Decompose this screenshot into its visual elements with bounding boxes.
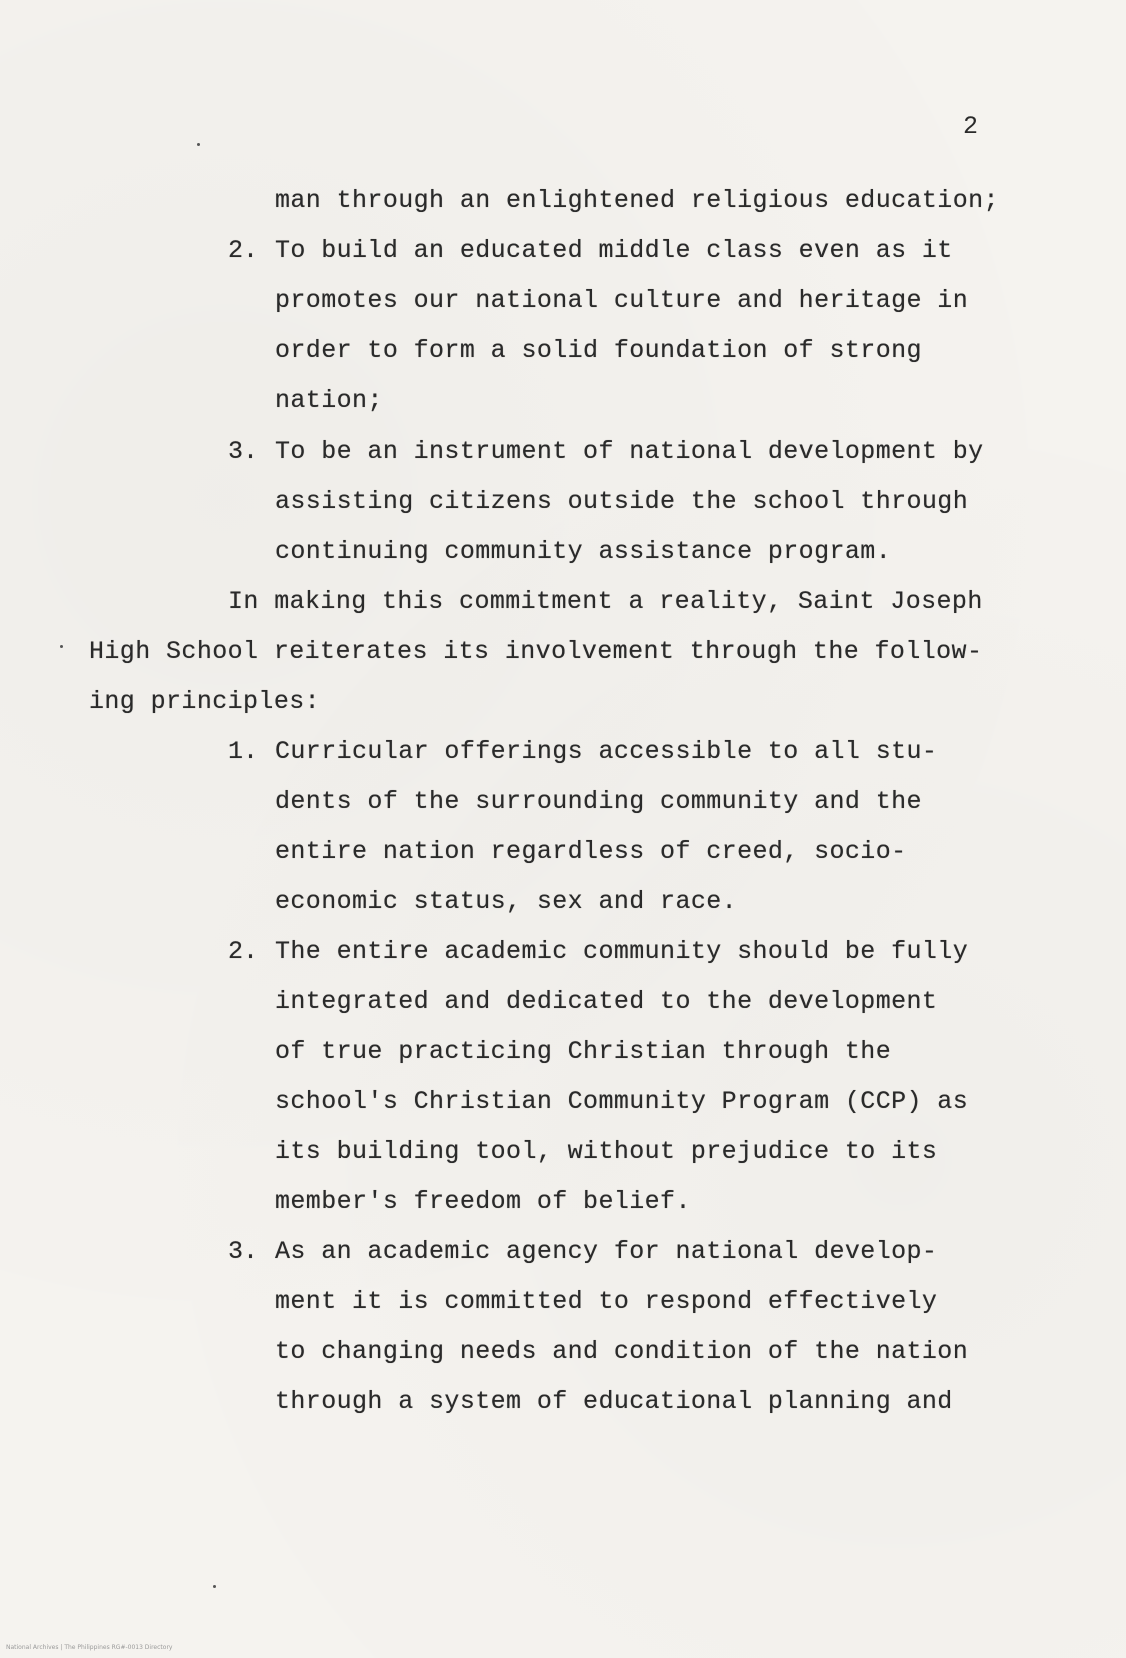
text-line: order to form a solid foundation of strong: [275, 336, 922, 365]
text-line: integrated and dedicated to the development: [275, 987, 938, 1016]
text-line: dents of the surrounding community and the: [275, 787, 922, 816]
text-line: school's Christian Community Program (CCP) as: [275, 1087, 969, 1116]
archive-footer: National Archives | The Philippines RG#-0013 Directory: [6, 1644, 173, 1651]
scan-speck: [197, 143, 200, 146]
text-line: to changing needs and condition of the nation: [275, 1337, 969, 1366]
text-line: The entire academic community should be fully: [275, 937, 969, 966]
page-number: 2: [963, 112, 979, 141]
scan-speck: [213, 1585, 216, 1588]
list-number: 2.: [228, 937, 259, 966]
text-line: nation;: [275, 386, 383, 415]
text-line: economic status, sex and race.: [275, 887, 738, 916]
list-number: 3.: [228, 437, 259, 466]
paragraph-line: High School reiterates its involvement through the follow-: [89, 637, 983, 666]
text-line: entire nation regardless of creed, socio-: [275, 837, 907, 866]
list-number: 1.: [228, 737, 259, 766]
text-line: promotes our national culture and heritage in: [275, 286, 969, 315]
scan-speck: [60, 645, 63, 648]
text-line: man through an enlightened religious education;: [275, 186, 999, 215]
text-line: Curricular offerings accessible to all stu-: [275, 737, 938, 766]
text-line: As an academic agency for national develop-: [275, 1237, 938, 1266]
text-line: through a system of educational planning and: [275, 1387, 953, 1416]
text-line: of true practicing Christian through the: [275, 1037, 892, 1066]
text-line: its building tool, without prejudice to its: [275, 1137, 938, 1166]
text-line: assisting citizens outside the school through: [275, 487, 969, 516]
text-line: To build an educated middle class even as it: [275, 236, 953, 265]
paragraph-line: ing principles:: [89, 687, 321, 716]
text-line: continuing community assistance program.: [275, 537, 892, 566]
list-number: 3.: [228, 1237, 259, 1266]
text-line: To be an instrument of national development by: [275, 437, 984, 466]
text-line: member's freedom of belief.: [275, 1187, 691, 1216]
paragraph-line: In making this commitment a reality, Saint Joseph: [228, 587, 983, 616]
list-number: 2.: [228, 236, 259, 265]
text-line: ment it is committed to respond effectively: [275, 1287, 938, 1316]
